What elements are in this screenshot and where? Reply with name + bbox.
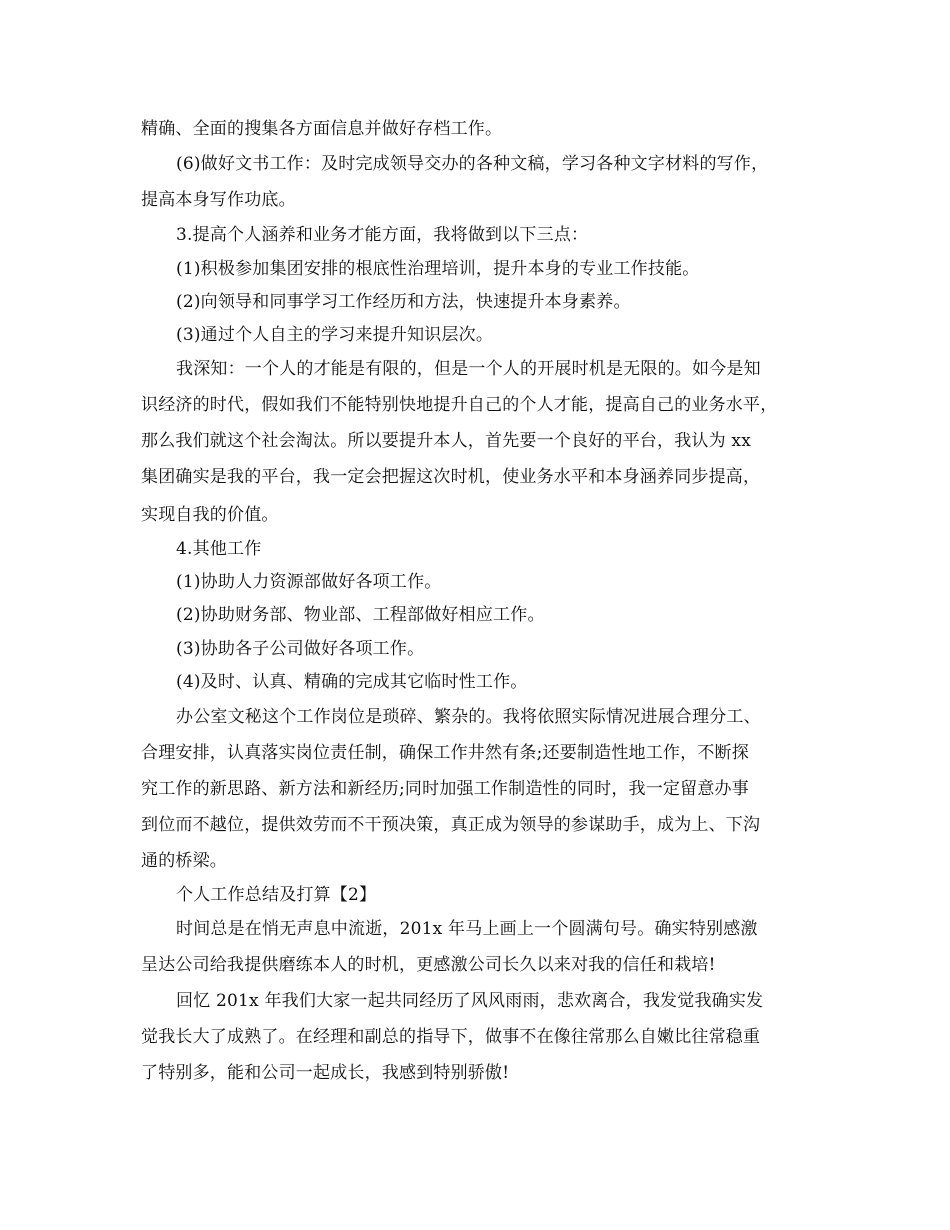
text-line: 觉我长大了成熟了。在经理和副总的指导下，做事不在像往常那么自嫩比往常稳重 [141, 1027, 761, 1047]
text-line: (1)积极参加集团安排的根底性治理培训，提升本身的专业工作技能。 [176, 259, 700, 279]
text-line: (4)及时、认真、精确的完成其它临时性工作。 [176, 672, 528, 692]
text-line: 我深知：一个人的才能是有限的，但是一个人的开展时机是无限的。如今是知 [176, 359, 761, 379]
text-line: 究工作的新思路、新方法和新经历;同时加强工作制造性的同时，我一定留意办事 [141, 779, 749, 799]
text-line: 提高本身写作功底。 [141, 190, 296, 210]
text-line: 实现自我的价值。 [141, 505, 279, 525]
text-line: 了特别多，能和公司一起成长，我感到特别骄傲! [141, 1063, 510, 1083]
text-line: (6)做好文书工作：及时完成领导交办的各种文稿，学习各种文字材料的写作， [176, 154, 769, 174]
text-line: 到位而不越位，提供效劳而不干预决策，真正成为领导的参谋助手，成为上、下沟 [141, 815, 761, 835]
text-line: (2)协助财务部、物业部、工程部做好相应工作。 [176, 605, 545, 625]
text-line: 呈达公司给我提供磨练本人的时机，更感激公司长久以来对我的信任和栽培! [141, 955, 716, 975]
text-line: 通的桥梁。 [141, 851, 227, 871]
text-line: (3)协助各子公司做好各项工作。 [176, 639, 425, 659]
text-line: 时间总是在悄无声息中流逝，201x 年马上画上一个圆满句号。确实特别感激 [176, 919, 758, 939]
text-line: (3)通过个人自主的学习来提升知识层次。 [176, 325, 494, 345]
text-line: (1)协助人力资源部做好各项工作。 [176, 572, 442, 592]
text-line: 识经济的时代，假如我们不能特别快地提升自己的个人才能，提高自己的业务水平， [141, 395, 778, 415]
text-line: 办公室文秘这个工作岗位是琐碎、繁杂的。我将依照实际情况进展合理分工、 [176, 707, 761, 727]
text-line: 集团确实是我的平台，我一定会把握这次时机，使业务水平和本身涵养同步提高， [141, 467, 761, 487]
text-line: 4.其他工作 [176, 539, 262, 559]
text-line: 合理安排，认真落实岗位责任制，确保工作井然有条;还要制造性地工作，不断探 [141, 743, 749, 763]
text-line: 回忆 201x 年我们大家一起共同经历了风风雨雨，悲欢离合，我发觉我确实发 [176, 991, 764, 1011]
text-line: (2)向领导和同事学习工作经历和方法，快速提升本身素养。 [176, 292, 631, 312]
text-line: 那么我们就这个社会淘汰。所以要提升本人，首先要一个良好的平台，我认为 xx [141, 431, 751, 451]
text-line: 精确、全面的搜集各方面信息并做好存档工作。 [141, 119, 503, 139]
section-heading: 个人工作总结及打算【2】 [176, 885, 377, 905]
text-line: 3.提高个人涵养和业务才能方面，我将做到以下三点： [176, 225, 589, 245]
